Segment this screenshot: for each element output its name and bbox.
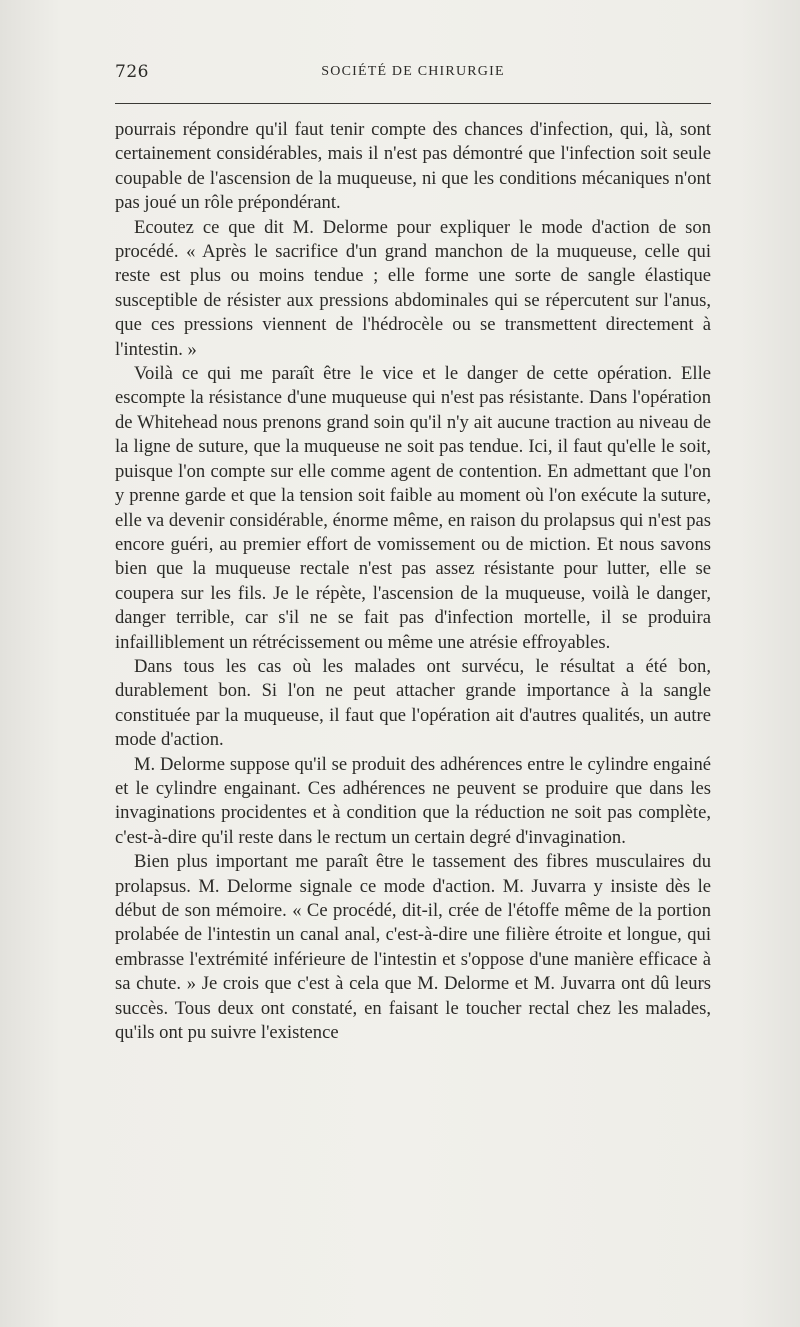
body-text — [115, 118, 711, 1045]
paragraph-3: Voilà ce qui me paraît être le vice et le danger de cette opération. Elle escompte la résistance d'une muqueuse qui n'est pas résistante. Dans l'opération de Whitehead nous prenons grand soin qu'il n'y ait aucune traction au niveau de la ligne de suture, que la muqueuse ne soit pas tendue. Ici, il faut qu'elle le soit, puisque l'on compte sur elle comme agent de contention. En admettant que l'on y prenne garde et que la tension soit faible au moment où l'on exécute la suture, elle va devenir considérable, énorme même, en raison du prolapsus qui n'est pas encore guéri, au premier effort de vomissement ou de miction. Et nous savons bien que la muqueuse rectale n'est pas assez résistante pour lutter, elle se coupera sur les fils. Je le répète, l'ascension de la muqueuse, voilà le danger, danger terrible, car s'il ne se fait pas d'infection mortelle, il se produira infailliblement un rétrécissement ou même une atrésie effroyables. — [115, 363, 711, 653]
paragraph-1: pourrais répondre qu'il faut tenir compte des chances d'infection, qui, là, sont certainement considérables, mais il n'est pas démontré que l'infection soit seule coupable de l'ascension de la muqueuse, ni que les conditions mécaniques n'ont pas joué un rôle prépondérant. — [115, 119, 711, 214]
paragraph-4: Dans tous les cas où les malades ont survécu, le résultat a été bon, durablement bon. Si l'on ne peut attacher grande importance à la sangle constituée par la muqueuse, il faut que l'opération ait d'autres qualités, un autre mode d'action. — [115, 655, 711, 751]
page-number: 726 — [115, 62, 149, 82]
header-rule — [115, 103, 711, 104]
paragraph-2: Ecoutez ce que dit M. Delorme pour expliquer le mode d'action de son procédé. « Après le sacrifice d'un grand manchon de la muqueuse, celle qui reste est plus ou moins tendue ; elle forme une sorte de sangle élastique susceptible de résister aux pressions abdominales qui se répercutent sur l'anus, que ces pressions viennent de l'hédrocèle ou se transmettent directement à l'intestin. » — [115, 216, 711, 360]
page-header — [115, 62, 711, 90]
paragraph-6: Bien plus important me paraît être le tassement des fibres musculaires du prolapsus. M. Delorme signale ce mode d'action. M. Juvarra y insiste dès le début de son mémoire. « Ce procédé, dit-il, crée de l'étoffe même de la portion prolabée de l'intestin un canal anal, c'est-à-dire une filière étroite et longue, qui embrasse l'extrémité inférieure de l'intestin et s'oppose d'une manière efficace à sa chute. » Je crois que c'est à cela que M. Delorme et M. Juvarra ont dû leurs succès. Tous deux ont constaté, en faisant le toucher rectal chez les malades, qu'ils ont pu suivre l'existence — [115, 851, 711, 1044]
paragraph-5: M. Delorme suppose qu'il se produit des adhérences entre le cylindre engainé et le cylindre engainant. Ces adhérences ne peuvent se produire que dans les invaginations procidentes et à condition que la réduction ne soit pas complète, c'est-à-dire qu'il reste dans le rectum un certain degré d'invagination. — [115, 753, 711, 848]
running-title: SOCIÉTÉ DE CHIRURGIE — [321, 64, 505, 79]
